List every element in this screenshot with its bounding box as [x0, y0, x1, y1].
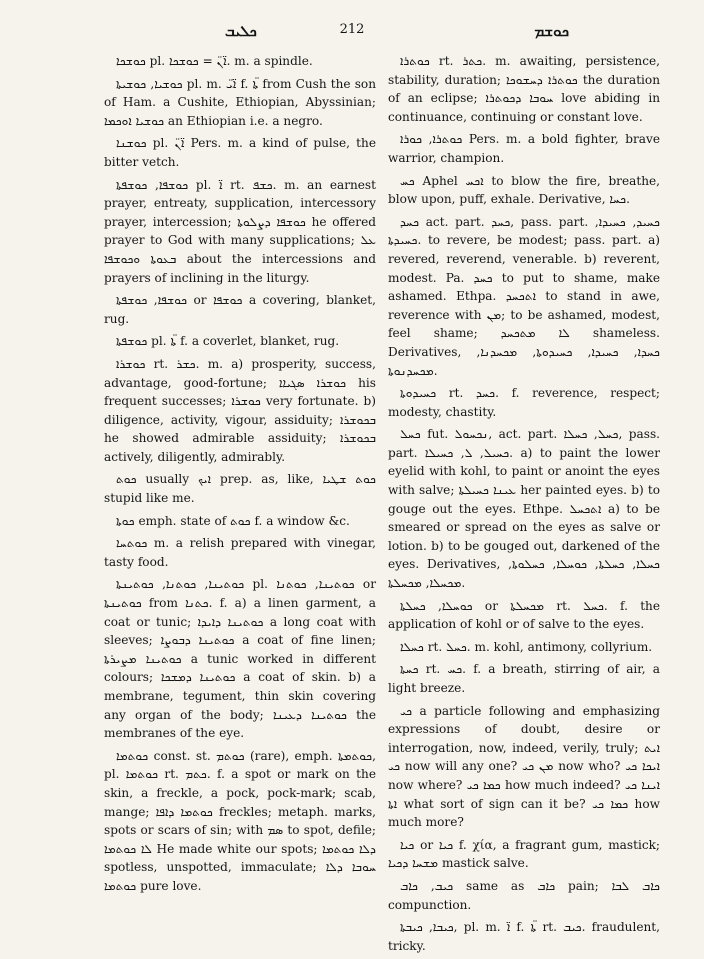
entry: ܟܘܫܝܐ, ܟܘܫܝܬܐ pl. m. ܐ̈ܝ̈ f. ܬ̈ܐ from Cush the son of Ham. a Cushite, Ethiopian, Abyssinian; ܟܘܫܝܐ ܐܘܟܡܐ an Ethiopian i.e. a negro.	[104, 76, 376, 128]
entry: ܟܘܫܪܐ rt. ܟܫܪ. m. a) prosperity, success, advantage, good-fortune; ܟܘܫܪܐ ܣܓܝܐܐ his frequent successes; ܟܘܫܪܐ very fortunate. b) diligence, activity, vigour, assiduity; ܒܟܘܫܪܐ he showed admirable assiduity; ܒܟܘܫܪܐ actively, diligently, admirably.	[104, 356, 376, 464]
entry: ܟܘܬ usually ܐܝܟ prep. as, like, ܟܘܬ ܫܛܝܐ stupid like me.	[104, 472, 376, 506]
entry: ܟܚ Aphel ܐܟܚ to blow the fire, breathe, blow upon, puff, exhale. Derivative, ܟܚܐ.	[388, 173, 660, 207]
entry: ܟܘܫܟܐ pl. ܐ̈ܢ̈ = ܟܘܫܟܐ. m. a spindle.	[116, 54, 313, 68]
entry: ܟܘܚܠܐ, ܟܚܠܬܐ or ܡܟܚܠܬܐ rt. ܟܚܠ. f. the application of kohl or of salve to the eyes.	[388, 598, 660, 632]
running-head-left: ܟܠܝܒ	[225, 22, 257, 40]
entry: ܟܝܐ or ܟܝܐ f. χία, a fragrant gum, mastick; ܡܫܚܐ ܕܟܝܐ mastick salve.	[388, 837, 660, 871]
entry: ܟܝ a particle following and emphasizing expressions of doubt, desire or interrogation, now, indeed, verily, truly; ܐܝܬ ܟܝ now will any one? ܡܢ ܟܝ now who? ܐܝܟܐ ܟܝ now where? ܟܡܐ ܟܝ how much indeed? ܐܝܢܐ ܟܝ ܐܬܐ what sort of sign can it be? ܟܡܐ ܟܝ how much more?	[388, 703, 660, 830]
page-number: 212	[339, 22, 365, 37]
entry: ܟܝܒܐ, ܟܝܒܬܐ, pl. m. ܐ̈ f. ܬ̈ܐ rt. ܟܝܒ. fraudulent, tricky.	[388, 920, 660, 953]
entry: ܟܚܕ act. part. ܟܚܕ, pass. part. ܟܚܝܕ, ܟܚܝܕܐ, ܟܚܝܕܬܐ. to revere, be modest; pass. part. a) revered, reverend, venerable. b) reverent, modest. Pa. ܟܚܕ to put to shame, make ashamed. Ethpa. ܐܬܟܚܕ to stand in awe, reverence with ܡܢ; to be ashamed, modest, feel shame; ܠܐ ܡܬܟܚܕ shameless. Derivatives, ܟܚܕܐ, ܟܚܝܕܐ, ܟܚܝܕܘܬܐ, ܡܟܚܕܢܐ, ܡܟܚܕܢܘܬܐ.	[388, 214, 660, 378]
entry: ܟܘܫܦܐ, ܟܘܫܦܬܐ or ܟܘܫܦܐ a covering, blanket, rug.	[104, 293, 376, 326]
running-head-right: ܟܘܫܡ	[534, 22, 569, 40]
entry: ܟܘܫܦܬܐ pl. ܬ̈ܐ f. a coverlet, blanket, rug.	[116, 334, 340, 349]
entry: ܟܘܫܦܐ, ܟܘܫܦܬܐ pl. ܐ̈ rt. ܟܫܦ. m. an earnest prayer, entreaty, supplication, intercessory prayer, intercession; ܟܘܫܦܐ ܕܨܠܘܬܐ he offered prayer to God with many supplications; ܥܠ ܒܥܘܬܐ ܘܟܘܫܦܐ about the intercessions and prayers of inclining in the liturgy.	[104, 177, 377, 285]
entry: ܟܘܬܚܐ m. a relish prepared with vinegar, tasty food.	[104, 536, 376, 569]
entry: ܟܘܫܢܐ pl. ܐ̈ܢ̈ Pers. m. a kind of pulse, the bitter vetch.	[104, 136, 376, 169]
entry: ܟܘܬܐ emph. state of ܟܘܬ f. a window &c.	[116, 513, 350, 528]
entry: ܟܚܠ fut. ܢܟܚܘܠ, act. part. ܟܚܠ, ܟܚܠܐ, pass. part. ܟܚܝܠ, ܠ, ܟܚܝܠܐ. a) to paint the lower eyelid with kohl, to paint or anoint the eyes with salve; ܥܝܢܐ ܟܚܝܠܬܐ her painted eyes. b) to gouge out the eyes. Ethpe. ܐܬܟܚܠ a) to be smeared or spread on the eyes as salve or lotion. b) to be gouged out, darkened of the eyes. Derivatives, ܟܚܠܐ, ܟܚܠܬܐ, ܟܘܚܠܐ, ܟܚܠܘܬܐ, ܡܟܚܠܐ, ܡܟܚܠܬܐ.	[388, 427, 661, 591]
entry: ܟܚܝܕܘܬܐ rt. ܟܚܕ. f. reverence, respect; modesty, chastity.	[388, 386, 660, 419]
entry: ܟܚܬܐ rt. ܟܚ. f. a breath, stirring of air, a light breeze.	[388, 662, 660, 695]
entry: ܟܘܬܡܐ const. st. ܟܘܬܡ (rare), emph. ܟܘܬܡܬܐ, pl. ܟܘܬܡܐ rt. ܟܬܡ. f. a spot or mark on the skin, a freckle, a pock, pock-mark; scab, mange; ܟܘܬܡܐ ܕܐܦܐ freckles; metaph. marks, spots or scars of sin; with ܣܡ to spot, defile; ܠܐ ܟܘܬܡܐ He made white our spots; ܕܠܐ ܟܘܬܡܐ spotless, unspotted, immaculate; ܚܘܒܐ ܕܠܐ ܟܘܬܡܐ pure love.	[104, 748, 377, 893]
text-columns	[104, 52, 686, 953]
entry: ܟܘܬܝܢܐ, ܟܘܬܢܐ, ܟܘܬܝܢܬܐ pl. ܟܘܬܝܢܐ, ܟܘܬܢܐ or ܟܘܬܝܢܬܐ from ܟܬܢܐ. f. a) a linen garment, a coat or tunic; ܟܘܬܝܢܐ ܕܐܝܕܐ a long coat with sleeves; ܟܘܬܝܢܐ ܕܒܘܨܐ a coat of fine linen; ܟܘܬܝܢܐ ܡܨܝܪܬܐ a tunic worked in different colours; ܟܘܬܝܢܐ ܕܡܫܟܐ a coat of skin. b) a membrane, tegument, thin skin covering any organ of the body; ܟܘܬܝܢܐ ܕܥܝܢܐ the membranes of the eye.	[104, 577, 376, 741]
entry: ܟܚܠܐ rt. ܟܚܠ. m. kohl, antimony, collyrium.	[400, 639, 653, 654]
left-column	[104, 52, 376, 900]
entry: ܟܘܬܪܐ rt. ܟܬܪ. m. awaiting, persistence, stability, duration; ܟܘܬܪܐ ܕܚܫܘܟܐ the duration of an eclipse; ܚܘܒܐ ܕܟܘܬܪܐ love abiding in continuance, continuing or constant love.	[388, 54, 660, 124]
entry: ܟܘܬܪܐ, ܟܘܪܐ Pers. m. a bold fighter, brave warrior, champion.	[388, 132, 660, 165]
entry: ܟܝܒ, ܟܐܒ same as ܟܐܒ pain; ܟܐܒ ܠܒܐ compunction.	[388, 878, 661, 912]
right-column	[388, 52, 660, 959]
page-header	[0, 22, 704, 44]
